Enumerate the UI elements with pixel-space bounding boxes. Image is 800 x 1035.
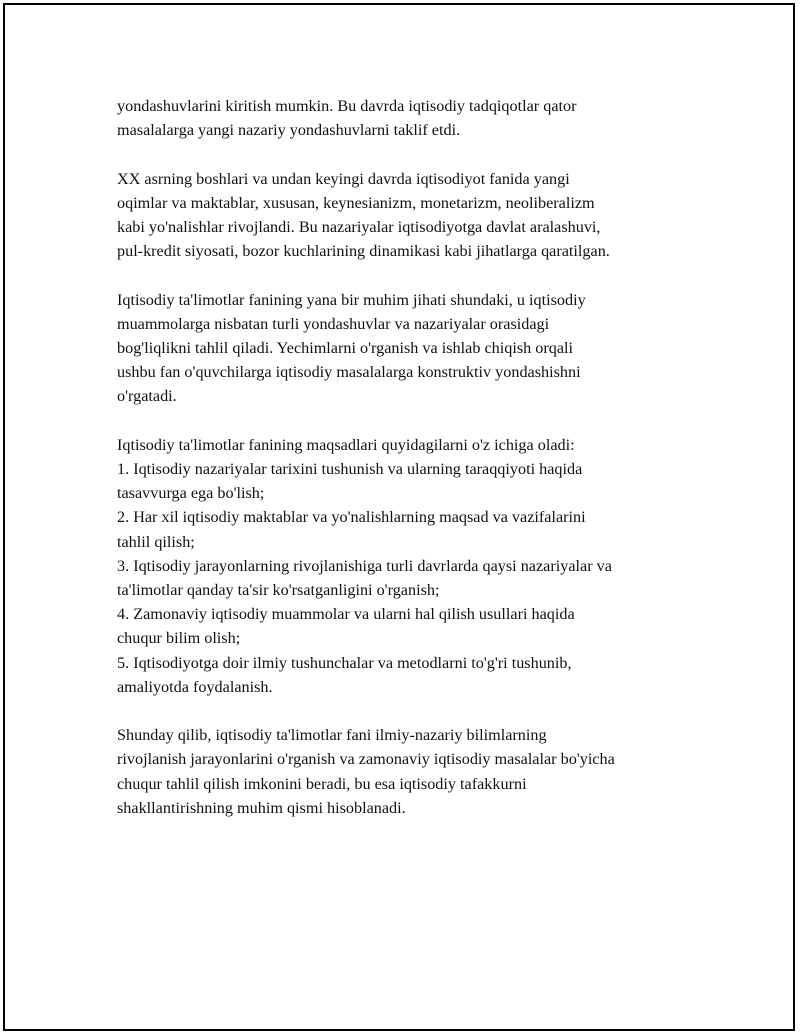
list-item-line: ta'limotlar qanday ta'sir ko'rsatganligini o'rganish; — [117, 581, 440, 600]
paragraph-conclusion — [117, 723, 717, 820]
list-item-line: 5. Iqtisodiyotga doir ilmiy tushunchalar va metodlarni to'g'ri tushunib, — [117, 653, 572, 672]
text-line: shakllantirishning muhim qismi hisoblanadi. — [117, 798, 406, 817]
text-line: o'rgatadi. — [117, 387, 177, 406]
text-line: rivojlanish jarayonlarini o'rganish va zamonaviy iqtisodiy masalalar bo'yicha — [117, 750, 615, 769]
text-line: yondashuvlarini kiritish mumkin. Bu davrda iqtisodiy tadqiqotlar qator — [117, 97, 577, 115]
paragraph-important-aspect — [117, 288, 717, 409]
text-line: XX asrning boshlari va undan keyingi davrda iqtisodiyot fanida yangi — [117, 169, 570, 188]
list-item-line: 3. Iqtisodiy jarayonlarning rivojlanishiga turli davrlarda qaysi nazariyalar va — [117, 556, 612, 575]
list-item-line: amaliyotda foydalanish. — [117, 677, 273, 696]
text-line: pul-kredit siyosati, bozor kuchlarining dinamikasi kabi jihatlarga qaratilgan. — [117, 242, 610, 261]
list-item-line: tasavvurga ega bo'lish; — [117, 484, 265, 503]
text-line: ushbu fan o'quvchilarga iqtisodiy masalalarga konstruktiv yondashishni — [117, 363, 581, 382]
text-line: chuqur tahlil qilish imkonini beradi, bu esa iqtisodiy tafakkurni — [117, 774, 527, 793]
text-line: bog'liqlikni tahlil qiladi. Yechimlarni o'rganish va ishlab chiqish orqali — [117, 339, 574, 357]
list-item-line: 4. Zamonaviy iqtisodiy muammolar va ularni hal qilish usullari haqida — [117, 605, 575, 624]
list-intro-line: Iqtisodiy ta'limotlar fanining maqsadlari quyidagilarni o'z ichiga oladi: — [117, 435, 575, 454]
list-item-line: tahlil qilish; — [117, 532, 195, 551]
text-line: oqimlar va maktablar, xususan, keynesianizm, monetarizm, neoliberalizm — [117, 193, 595, 212]
list-item-line: chuqur bilim olish; — [117, 629, 241, 648]
list-item-line: 1. Iqtisodiy nazariyalar tarixini tushunish va ularning taraqqiyoti haqida — [117, 460, 583, 478]
text-line: Iqtisodiy ta'limotlar fanining yana bir muhim jihati shundaki, u iqtisodiy — [117, 290, 586, 309]
text-line: muammolarga nisbatan turli yondashuvlar va nazariyalar orasidagi — [117, 314, 550, 333]
document-body — [117, 94, 717, 844]
paragraph-goals-list — [117, 433, 717, 699]
paragraph-intro-continuation — [117, 94, 717, 142]
paragraph-twentieth-century — [117, 167, 717, 264]
list-item-line: 2. Har xil iqtisodiy maktablar va yo'nalishlarning maqsad va vazifalarini — [117, 508, 586, 527]
text-line: Shunday qilib, iqtisodiy ta'limotlar fani ilmiy-nazariy bilimlarning — [117, 726, 547, 745]
text-line: kabi yo'nalishlar rivojlandi. Bu nazariyalar iqtisodiyotga davlat aralashuvi, — [117, 218, 601, 236]
text-line: masalalarga yangi nazariy yondashuvlarni taklif etdi. — [117, 121, 461, 140]
